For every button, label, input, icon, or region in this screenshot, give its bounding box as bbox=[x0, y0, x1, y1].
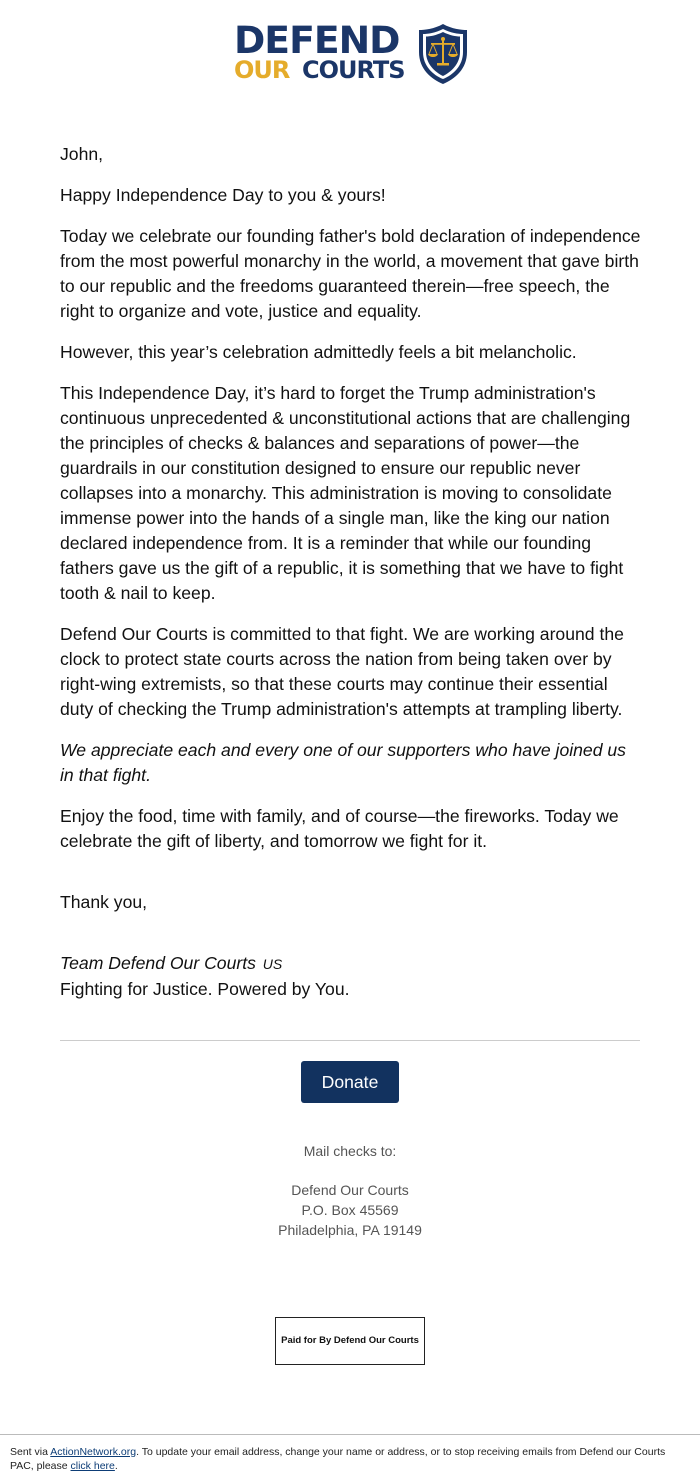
footer-text: . To update your email address, change your name or address, or to stop receiving emails from Defend our Courts PAC, please bbox=[10, 1446, 666, 1472]
mail-checks-label: Mail checks to: bbox=[303, 1143, 397, 1159]
signature-team-name: Team Defend Our Courts bbox=[60, 953, 256, 973]
footer-end: . bbox=[114, 1460, 118, 1472]
footer bbox=[0, 1434, 700, 1483]
paragraph-6: We appreciate each and every one of our supporters who have joined us in that fight. bbox=[60, 740, 626, 785]
signature bbox=[60, 951, 642, 1002]
logo-word-our: OUR bbox=[234, 56, 290, 84]
letter-body bbox=[60, 142, 642, 1002]
action-network-link[interactable]: ActionNetwork.org bbox=[50, 1446, 137, 1458]
paragraph-2: Today we celebrate our founding father's bold declaration of independence from the most powerful monarchy in the world, a movement that gave birth to our republic and the freedoms guaranteed therein—free speech, the right to organize and vote, justice and equality. bbox=[60, 226, 641, 321]
mail-city: Philadelphia, PA 19149 bbox=[278, 1222, 422, 1238]
mail-name: Defend Our Courts bbox=[291, 1182, 409, 1198]
greeting: John, bbox=[60, 144, 104, 164]
signature-team bbox=[60, 953, 282, 973]
paragraph-7: Enjoy the food, time with family, and of course—the fireworks. Today we celebrate the gift of liberty, and tomorrow we fight for it. bbox=[60, 806, 619, 851]
mail-checks-section bbox=[0, 1141, 700, 1240]
donate-button[interactable]: Donate bbox=[301, 1061, 399, 1103]
mail-po-box: P.O. Box 45569 bbox=[301, 1202, 399, 1218]
logo-word-defend: DEFEND bbox=[234, 19, 400, 62]
paragraph-3: However, this year’s celebration admittedly feels a bit melancholic. bbox=[60, 342, 577, 362]
paragraph-5: Defend Our Courts is committed to that fight. We are working around the clock to protect state courts across the nation from being taken over by right-wing extremists, so that these courts may continue their essential duty of checking the Trump administration's attempts at trampling liberty. bbox=[60, 624, 624, 719]
divider bbox=[60, 1040, 640, 1041]
scales-of-justice-icon bbox=[416, 22, 470, 86]
tagline: Fighting for Justice. Powered by You. bbox=[60, 979, 350, 999]
logo bbox=[232, 20, 472, 88]
paid-for-disclaimer: Paid for By Defend Our Courts bbox=[275, 1317, 425, 1365]
paragraph-4: This Independence Day, it’s hard to forget the Trump administration's continuous unprecedented & unconstitutional actions that are challenging the principles of checks & balances and separations of power—the guardrails in our constitution designed to ensure our republic never collapses into a monarchy. This administration is moving to consolidate immense power into the hands of a single man, like the king our nation declared independence from. It is a reminder that while our founding fathers gave us the gift of a republic, it is something that we have to fight tooth & nail to keep. bbox=[60, 383, 631, 603]
logo-word-courts: COURTS bbox=[302, 56, 405, 84]
signature-suffix: US bbox=[262, 956, 283, 972]
click-here-link[interactable]: click here bbox=[70, 1460, 115, 1472]
footer-sent-via: Sent via bbox=[10, 1446, 51, 1458]
closing: Thank you, bbox=[60, 892, 148, 912]
paragraph-1: Happy Independence Day to you & yours! bbox=[60, 185, 386, 205]
